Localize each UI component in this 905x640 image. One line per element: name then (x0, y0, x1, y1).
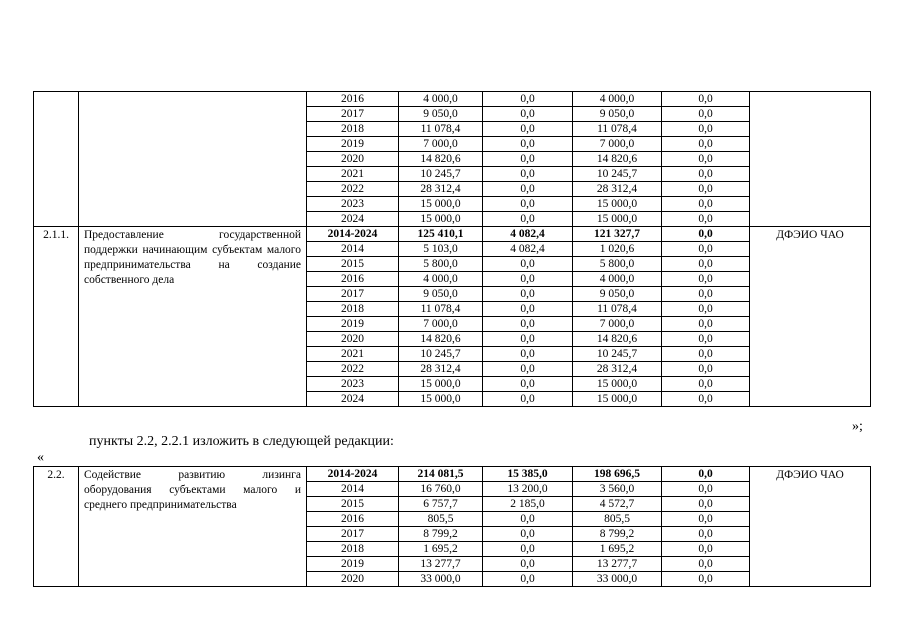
total-amount-cell: 15 000,0 (399, 197, 483, 212)
total-amount-cell: 9 050,0 (399, 107, 483, 122)
funding-source-3-cell: 0,0 (662, 467, 750, 482)
funding-source-1-cell: 0,0 (483, 197, 573, 212)
funding-source-2-cell: 4 000,0 (573, 92, 662, 107)
funding-source-1-cell: 0,0 (483, 182, 573, 197)
funding-source-3-cell: 0,0 (662, 242, 750, 257)
year-cell: 2020 (307, 332, 399, 347)
funding-source-2-cell: 4 572,7 (573, 497, 662, 512)
funding-source-2-cell: 13 277,7 (573, 557, 662, 572)
funding-source-2-cell: 4 000,0 (573, 272, 662, 287)
funding-source-2-cell: 11 078,4 (573, 122, 662, 137)
funding-source-3-cell: 0,0 (662, 302, 750, 317)
item-executor: ДФЭИО ЧАО (750, 467, 871, 587)
total-amount-cell: 1 695,2 (399, 542, 483, 557)
year-cell: 2024 (307, 212, 399, 227)
year-cell: 2014 (307, 242, 399, 257)
total-amount-cell: 33 000,0 (399, 572, 483, 587)
total-amount-cell: 16 760,0 (399, 482, 483, 497)
funding-source-3-cell: 0,0 (662, 257, 750, 272)
funding-source-2-cell: 198 696,5 (573, 467, 662, 482)
funding-source-1-cell: 0,0 (483, 362, 573, 377)
funding-source-3-cell: 0,0 (662, 107, 750, 122)
funding-source-3-cell: 0,0 (662, 92, 750, 107)
total-amount-cell: 214 081,5 (399, 467, 483, 482)
year-cell: 2016 (307, 272, 399, 287)
funding-source-3-cell: 0,0 (662, 347, 750, 362)
funding-source-2-cell: 10 245,7 (573, 347, 662, 362)
funding-source-1-cell: 0,0 (483, 392, 573, 407)
funding-source-1-cell: 0,0 (483, 287, 573, 302)
total-amount-cell: 13 277,7 (399, 557, 483, 572)
funding-source-2-cell: 3 560,0 (573, 482, 662, 497)
funding-source-2-cell: 11 078,4 (573, 302, 662, 317)
funding-source-3-cell: 0,0 (662, 272, 750, 287)
total-amount-cell: 10 245,7 (399, 347, 483, 362)
funding-source-2-cell: 1 695,2 (573, 542, 662, 557)
total-amount-cell: 9 050,0 (399, 287, 483, 302)
year-cell: 2023 (307, 377, 399, 392)
year-cell: 2022 (307, 362, 399, 377)
funding-source-2-cell: 15 000,0 (573, 212, 662, 227)
funding-source-1-cell: 15 385,0 (483, 467, 573, 482)
item-executor: ДФЭИО ЧАО (750, 227, 871, 407)
total-amount-cell: 28 312,4 (399, 182, 483, 197)
funding-source-1-cell: 0,0 (483, 122, 573, 137)
year-cell: 2014-2024 (307, 227, 399, 242)
funding-source-3-cell: 0,0 (662, 152, 750, 167)
budget-table-bottom (33, 466, 871, 587)
item-number: 2.1.1. (34, 227, 79, 407)
total-amount-cell: 14 820,6 (399, 332, 483, 347)
year-cell: 2020 (307, 152, 399, 167)
funding-source-1-cell: 0,0 (483, 302, 573, 317)
funding-source-1-cell: 0,0 (483, 572, 573, 587)
funding-source-1-cell: 0,0 (483, 92, 573, 107)
funding-source-2-cell: 7 000,0 (573, 317, 662, 332)
item-number-continued (34, 92, 79, 227)
funding-source-3-cell: 0,0 (662, 362, 750, 377)
funding-source-2-cell: 15 000,0 (573, 377, 662, 392)
item-number: 2.2. (34, 467, 79, 587)
closing-quote: »; (852, 419, 863, 434)
year-cell: 2015 (307, 257, 399, 272)
funding-source-2-cell: 33 000,0 (573, 572, 662, 587)
budget-table-top-body (34, 92, 871, 407)
funding-source-3-cell: 0,0 (662, 212, 750, 227)
funding-source-3-cell: 0,0 (662, 167, 750, 182)
funding-source-2-cell: 805,5 (573, 512, 662, 527)
funding-source-1-cell: 0,0 (483, 167, 573, 182)
funding-source-3-cell: 0,0 (662, 482, 750, 497)
total-amount-cell: 4 000,0 (399, 92, 483, 107)
funding-source-2-cell: 14 820,6 (573, 332, 662, 347)
total-amount-cell: 5 800,0 (399, 257, 483, 272)
funding-source-1-cell: 0,0 (483, 107, 573, 122)
funding-source-1-cell: 0,0 (483, 527, 573, 542)
year-cell: 2017 (307, 527, 399, 542)
funding-source-1-cell: 0,0 (483, 557, 573, 572)
item-executor-continued (750, 92, 871, 227)
total-amount-cell: 11 078,4 (399, 122, 483, 137)
total-amount-cell: 15 000,0 (399, 377, 483, 392)
funding-source-1-cell: 0,0 (483, 257, 573, 272)
funding-source-1-cell: 0,0 (483, 317, 573, 332)
funding-source-3-cell: 0,0 (662, 512, 750, 527)
funding-source-3-cell: 0,0 (662, 122, 750, 137)
funding-source-1-cell: 0,0 (483, 152, 573, 167)
total-amount-cell: 6 757,7 (399, 497, 483, 512)
amendment-instruction: пункты 2.2, 2.2.1 изложить в следующей редакции: (89, 434, 394, 449)
year-cell: 2014-2024 (307, 467, 399, 482)
funding-source-1-cell: 0,0 (483, 272, 573, 287)
year-cell: 2014 (307, 482, 399, 497)
budget-table-top (33, 91, 871, 407)
table-row (34, 467, 871, 482)
opening-quote: « (37, 450, 44, 465)
funding-source-3-cell: 0,0 (662, 572, 750, 587)
funding-source-3-cell: 0,0 (662, 317, 750, 332)
funding-source-2-cell: 14 820,6 (573, 152, 662, 167)
total-amount-cell: 11 078,4 (399, 302, 483, 317)
funding-source-2-cell: 9 050,0 (573, 287, 662, 302)
funding-source-2-cell: 28 312,4 (573, 182, 662, 197)
item-description: Предоставление государственной поддержки начинающим субъектам малого предпринимательства на создание собственного дела (79, 227, 307, 407)
funding-source-3-cell: 0,0 (662, 287, 750, 302)
total-amount-cell: 7 000,0 (399, 137, 483, 152)
total-amount-cell: 5 103,0 (399, 242, 483, 257)
year-cell: 2020 (307, 572, 399, 587)
funding-source-3-cell: 0,0 (662, 377, 750, 392)
funding-source-2-cell: 28 312,4 (573, 362, 662, 377)
funding-source-3-cell: 0,0 (662, 182, 750, 197)
funding-source-2-cell: 7 000,0 (573, 137, 662, 152)
funding-source-3-cell: 0,0 (662, 527, 750, 542)
total-amount-cell: 7 000,0 (399, 317, 483, 332)
funding-source-1-cell: 0,0 (483, 212, 573, 227)
total-amount-cell: 8 799,2 (399, 527, 483, 542)
year-cell: 2023 (307, 197, 399, 212)
year-cell: 2019 (307, 137, 399, 152)
budget-table-bottom-body (34, 467, 871, 587)
total-amount-cell: 10 245,7 (399, 167, 483, 182)
table-row (34, 227, 871, 242)
funding-source-1-cell: 4 082,4 (483, 227, 573, 242)
funding-source-2-cell: 1 020,6 (573, 242, 662, 257)
total-amount-cell: 14 820,6 (399, 152, 483, 167)
year-cell: 2019 (307, 557, 399, 572)
funding-source-1-cell: 0,0 (483, 332, 573, 347)
funding-source-1-cell: 13 200,0 (483, 482, 573, 497)
year-cell: 2022 (307, 182, 399, 197)
funding-source-2-cell: 15 000,0 (573, 197, 662, 212)
funding-source-1-cell: 0,0 (483, 512, 573, 527)
funding-source-3-cell: 0,0 (662, 197, 750, 212)
funding-source-3-cell: 0,0 (662, 227, 750, 242)
funding-source-3-cell: 0,0 (662, 332, 750, 347)
year-cell: 2018 (307, 122, 399, 137)
year-cell: 2017 (307, 107, 399, 122)
total-amount-cell: 15 000,0 (399, 392, 483, 407)
item-description: Содействие развитию лизинга оборудования субъектами малого и среднего предпринимательства (79, 467, 307, 587)
funding-source-1-cell: 0,0 (483, 347, 573, 362)
funding-source-1-cell: 0,0 (483, 542, 573, 557)
total-amount-cell: 15 000,0 (399, 212, 483, 227)
funding-source-1-cell: 0,0 (483, 377, 573, 392)
funding-source-3-cell: 0,0 (662, 137, 750, 152)
funding-source-2-cell: 121 327,7 (573, 227, 662, 242)
year-cell: 2019 (307, 317, 399, 332)
funding-source-1-cell: 0,0 (483, 137, 573, 152)
funding-source-3-cell: 0,0 (662, 392, 750, 407)
funding-source-2-cell: 15 000,0 (573, 392, 662, 407)
year-cell: 2018 (307, 542, 399, 557)
funding-source-2-cell: 10 245,7 (573, 167, 662, 182)
funding-source-2-cell: 8 799,2 (573, 527, 662, 542)
year-cell: 2021 (307, 347, 399, 362)
year-cell: 2015 (307, 497, 399, 512)
funding-source-2-cell: 9 050,0 (573, 107, 662, 122)
year-cell: 2024 (307, 392, 399, 407)
funding-source-3-cell: 0,0 (662, 542, 750, 557)
table-row (34, 92, 871, 107)
year-cell: 2016 (307, 92, 399, 107)
year-cell: 2017 (307, 287, 399, 302)
total-amount-cell: 4 000,0 (399, 272, 483, 287)
year-cell: 2018 (307, 302, 399, 317)
total-amount-cell: 805,5 (399, 512, 483, 527)
year-cell: 2021 (307, 167, 399, 182)
funding-source-3-cell: 0,0 (662, 557, 750, 572)
item-description-continued (79, 92, 307, 227)
total-amount-cell: 125 410,1 (399, 227, 483, 242)
year-cell: 2016 (307, 512, 399, 527)
total-amount-cell: 28 312,4 (399, 362, 483, 377)
funding-source-3-cell: 0,0 (662, 497, 750, 512)
funding-source-1-cell: 4 082,4 (483, 242, 573, 257)
funding-source-2-cell: 5 800,0 (573, 257, 662, 272)
funding-source-1-cell: 2 185,0 (483, 497, 573, 512)
